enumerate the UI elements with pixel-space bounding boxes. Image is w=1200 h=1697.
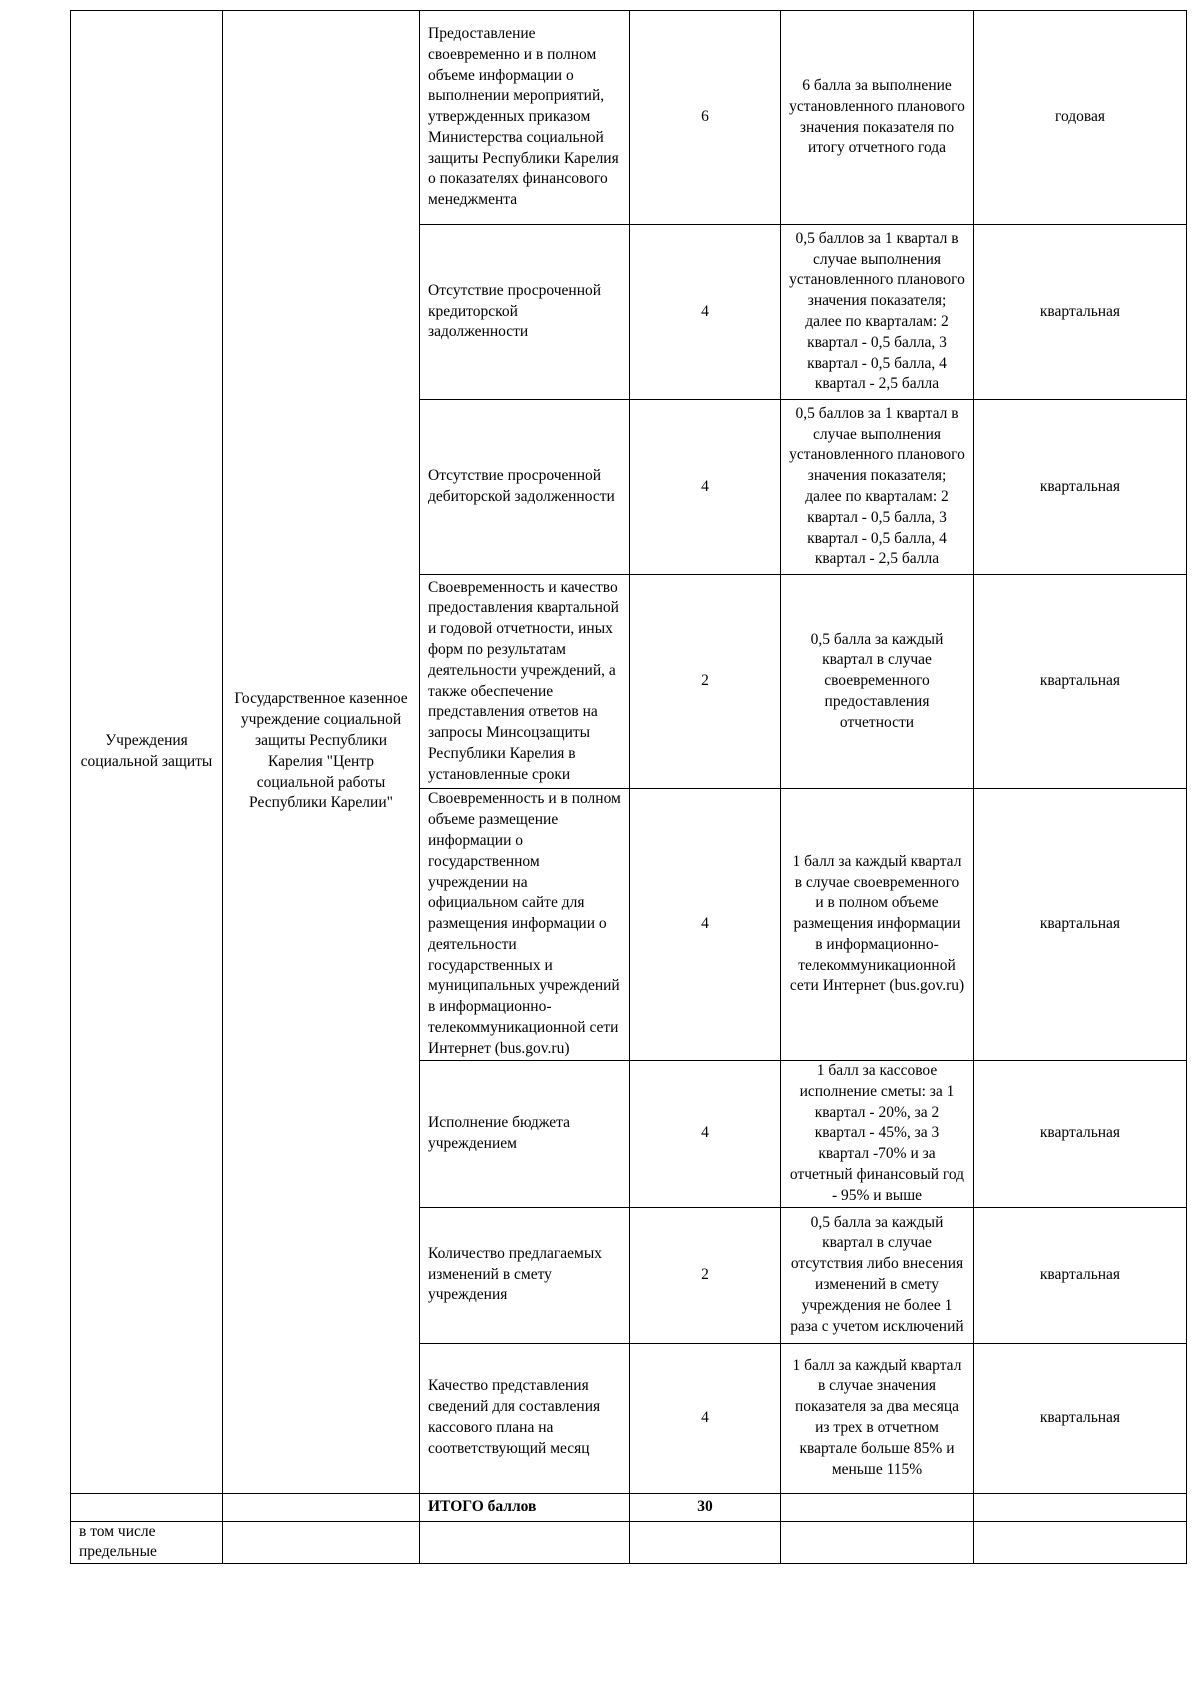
total-row	[71, 1493, 1187, 1521]
period-cell: квартальная	[974, 1207, 1187, 1343]
empty-cell	[223, 1521, 420, 1564]
points-cell: 4	[630, 1061, 781, 1208]
period-cell: квартальная	[974, 1061, 1187, 1208]
empty-cell	[781, 1521, 974, 1564]
indicator-cell: Отсутствие просроченной дебиторской задолженности	[420, 400, 630, 575]
criteria-cell: 1 балл за каждый квартал в случае значения показателя за два месяца из трех в отчетном квартале больше 85% и меньше 115%	[781, 1343, 974, 1493]
group-cell	[71, 11, 223, 1494]
indicator-cell: Качество представления сведений для составления кассового плана на соответствующий месяц	[420, 1343, 630, 1493]
period-cell: годовая	[974, 11, 1187, 225]
empty-cell	[974, 1521, 1187, 1564]
indicator-cell: Отсутствие просроченной кредиторской задолженности	[420, 225, 630, 400]
table-row	[71, 11, 1187, 225]
indicator-cell: Исполнение бюджета учреждением	[420, 1061, 630, 1208]
institution-cell	[223, 11, 420, 1494]
period-cell: квартальная	[974, 789, 1187, 1061]
criteria-cell: 0,5 баллов за 1 квартал в случае выполнения установленного планового значения показателя; далее по кварталам: 2 квартал - 0,5 балла, 3 квартал - 0,5 балла, 4 квартал - 2,5 балла	[781, 225, 974, 400]
limits-label: в том числе предельные	[71, 1521, 223, 1564]
points-cell: 2	[630, 1207, 781, 1343]
points-cell: 4	[630, 789, 781, 1061]
empty-cell	[71, 1493, 223, 1521]
criteria-cell: 6 балла за выполнение установленного планового значения показателя по итогу отчетного года	[781, 11, 974, 225]
criteria-cell: 1 балл за кассовое исполнение сметы: за 1 квартал - 20%, за 2 квартал - 45%, за 3 квартал -70% и за отчетный финансовый год - 95% и выше	[781, 1061, 974, 1208]
points-cell: 2	[630, 575, 781, 789]
criteria-cell: 0,5 баллов за 1 квартал в случае выполнения установленного планового значения показателя; далее по кварталам: 2 квартал - 0,5 балла, 3 квартал - 0,5 балла, 4 квартал - 2,5 балла	[781, 400, 974, 575]
points-cell: 4	[630, 1343, 781, 1493]
total-label: ИТОГО баллов	[420, 1493, 630, 1521]
empty-cell	[420, 1521, 630, 1564]
criteria-cell: 0,5 балла за каждый квартал в случае отсутствия либо внесения изменений в смету учреждения не более 1 раза с учетом исключений	[781, 1207, 974, 1343]
indicator-cell: Своевременность и в полном объеме размещение информации о государственном учреждении на официальном сайте для размещения информации о деятельности государственных и муниципальных учреждений в информационно-телекоммуникационной сети Интернет (bus.gov.ru)	[420, 789, 630, 1061]
criteria-cell: 1 балл за каждый квартал в случае своевременного и в полном объеме размещения информации в информационно-телекоммуникационной сети Интернет (bus.gov.ru)	[781, 789, 974, 1061]
empty-cell	[223, 1493, 420, 1521]
limits-row	[71, 1521, 1187, 1564]
indicator-cell: Своевременность и качество предоставления квартальной и годовой отчетности, иных форм по результатам деятельности учреждений, а также обеспечение представления ответов на запросы Минсоцзащиты Республики Карелия в установленные сроки	[420, 575, 630, 789]
indicators-table	[70, 10, 1187, 1564]
points-cell: 6	[630, 11, 781, 225]
empty-cell	[974, 1493, 1187, 1521]
period-cell: квартальная	[974, 575, 1187, 789]
criteria-cell: 0,5 балла за каждый квартал в случае своевременного предоставления отчетности	[781, 575, 974, 789]
points-cell: 4	[630, 225, 781, 400]
group-label: Учреждения социальной защиты	[80, 731, 213, 770]
period-cell: квартальная	[974, 225, 1187, 400]
empty-cell	[781, 1493, 974, 1521]
indicator-cell: Предоставление своевременно и в полном объеме информации о выполнении мероприятий, утвержденных приказом Министерства социальной защиты Республики Карелия о показателях финансового менеджмента	[420, 11, 630, 225]
institution-name: Государственное казенное учреждение социальной защиты Республики Карелия "Центр социальной работы Республики Карелии"	[234, 690, 408, 812]
period-cell: квартальная	[974, 1343, 1187, 1493]
indicator-cell: Количество предлагаемых изменений в смету учреждения	[420, 1207, 630, 1343]
total-value: 30	[630, 1493, 781, 1521]
empty-cell	[630, 1521, 781, 1564]
period-cell: квартальная	[974, 400, 1187, 575]
points-cell: 4	[630, 400, 781, 575]
